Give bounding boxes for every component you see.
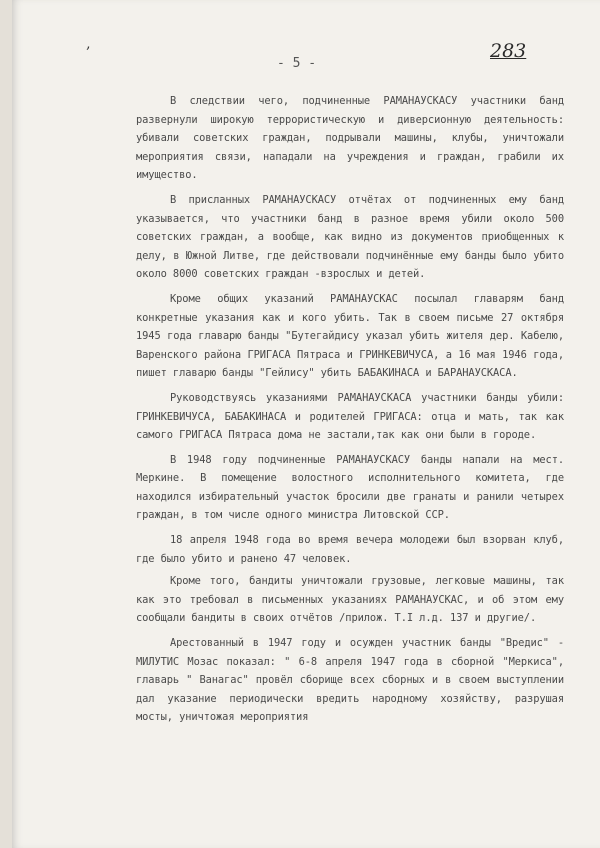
paragraph: Кроме общих указаний РАМАНАУСКАС посылал главарям банд конкретные указания как и кого убить. Так в своем письме 27 октября 1945 года главарю банды "Бутегайдису указал убить жителя дер. Кабелю, Варенского района ГРИГАСА Пятраса и ГРИНКЕВИЧУСА, а 16 мая 1946 года, пишет главарю банды "Гейлису" убить БАБАКИНАСА и БАРАНАУСКАСА.: [136, 292, 564, 380]
paragraph: В присланных РАМАНАУСКАСУ отчётах от подчиненных ему банд указывается, что участники банд в разное время убили около 500 советских граждан, а вообще, как видно из документов приобщенных к делу, в Южной Литве, где действовали подчинённые ему банды было убито около 8000 советских граждан -взрослых и детей.: [136, 193, 564, 281]
margin-mark: ‚: [86, 36, 91, 52]
paragraph: 18 апреля 1948 года во время вечера молодежи был взорван клуб, где было убито и ранено 47 человек.: [136, 534, 564, 565]
document-body: [136, 92, 564, 733]
archive-page-number: 283: [490, 40, 527, 62]
paragraph: В 1948 году подчиненные РАМАНАУСКАСУ банды напали на мест. Меркине. В помещение волостного исполнительного комитета, где находился избирательный участок бросили две гранаты и ранили четырех граждан, в том числе одного министра Литовской ССР.: [136, 453, 564, 522]
paragraph: В следствии чего, подчиненные РАМАНАУСКАСУ участники банд развернули широкую террористическую и диверсионную деятельность: убивали советских граждан, подрывали машины, клубы, уничтожали мероприятия связи, нападали на учреждения и граждан, грабили их имущество.: [136, 95, 564, 182]
paragraph: Кроме того, бандиты уничтожали грузовые, легковые машины, так как это требовал в письменных указаниях РАМАНАУСКАС, и об этом ему сообщали бандиты в своих отчётов /прилож. Т.I л.д. 137 и другие/.: [136, 575, 564, 625]
paragraph: Руководствуясь указаниями РАМАНАУСКАСА участники банды убили: ГРИНКЕВИЧУСА, БАБАКИНАСА и родителей ГРИГАСА: отца и мать, так как самого ГРИГАСА Пятраса дома не застали,так как они были в городе.: [136, 391, 564, 442]
page-number: - 5 -: [277, 56, 317, 71]
paragraph: Арестованный в 1947 году и осужден участник банды "Вредис" - МИЛУТИС Мозас показал: " 6-8 апреля 1947 года в сборной "Меркиса", главарь " Ванагас" провёл сборище всех сборных и в своем выступлении дал указание периодически вредить народному хозяйству, разрушая мосты, уничтожая мероприятия: [136, 637, 564, 724]
